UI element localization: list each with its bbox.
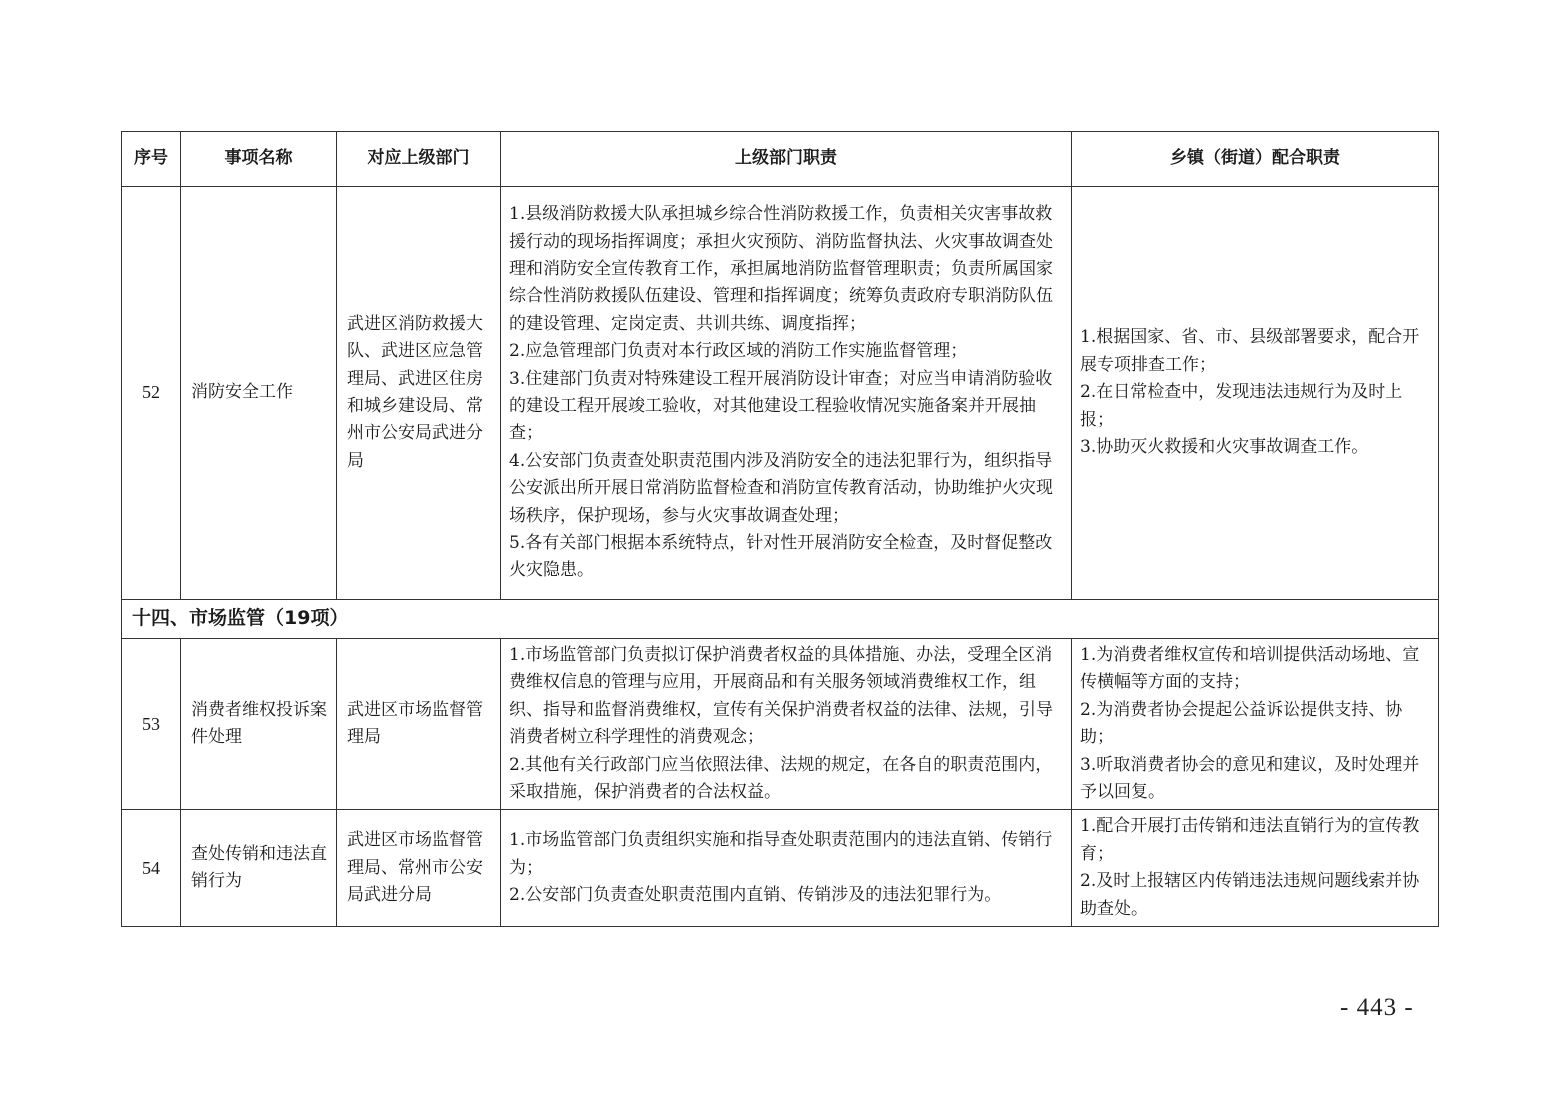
header-row	[122, 132, 1439, 187]
duty-item: 1.根据国家、省、市、县级部署要求，配合开展专项排查工作；	[1080, 327, 1420, 375]
row-no: 52	[122, 187, 181, 600]
row-dept: 武进区市场监督管理局	[337, 639, 501, 810]
row-town-duty	[1072, 187, 1439, 600]
header-dept: 对应上级部门	[337, 132, 501, 187]
row-item-name: 消费者维权投诉案件处理	[181, 639, 337, 810]
table-row	[122, 810, 1439, 927]
duty-item: 1.配合开展打击传销和违法直销行为的宣传教育；	[1080, 816, 1420, 864]
duty-item: 3.住建部门负责对特殊建设工程开展消防设计审查；对应当申请消防验收的建设工程开展竣工验收，对其他建设工程验收情况实施备案并开展抽查；	[509, 368, 1053, 444]
duty-item: 3.听取消费者协会的意见和建议，及时处理并予以回复。	[1080, 754, 1420, 803]
duty-item: 2.公安部门负责查处职责范围内直销、传销涉及的违法犯罪行为。	[509, 884, 1002, 905]
duty-item: 5.各有关部门根据本系统特点，针对性开展消防安全检查，及时督促整改火灾隐患。	[509, 533, 1053, 581]
row-town-duty	[1072, 810, 1439, 927]
row-dept: 武进区消防救援大队、武进区应急管理局、武进区住房和城乡建设局、常州市公安局武进分局	[337, 187, 501, 600]
row-item-name: 查处传销和违法直销行为	[181, 810, 337, 927]
row-upper-duty	[501, 639, 1072, 810]
row-dept: 武进区市场监督管理局、常州市公安局武进分局	[337, 810, 501, 927]
duty-item: 2.及时上报辖区内传销违法违规问题线索并协助查处。	[1080, 871, 1420, 919]
page-number: - 443 -	[1340, 994, 1414, 1021]
header-name: 事项名称	[181, 132, 337, 187]
duty-item: 2.应急管理部门负责对本行政区域的消防工作实施监督管理；	[509, 341, 968, 362]
row-upper-duty	[501, 187, 1072, 600]
row-no: 54	[122, 810, 181, 927]
table-row	[122, 187, 1439, 600]
duty-item: 3.协助灭火救援和火灾事故调查工作。	[1080, 437, 1369, 458]
duty-item: 2.在日常检查中，发现违法违规行为及时上报；	[1080, 382, 1403, 430]
duty-table	[121, 131, 1439, 927]
duty-item: 4.公安部门负责查处职责范围内涉及消防安全的违法犯罪行为，组织指导公安派出所开展日常消防监督检查和消防宣传教育活动，协助维护火灾现场秩序，保护现场，参与火灾事故调查处理；	[509, 450, 1053, 526]
header-town-duty: 乡镇（街道）配合职责	[1072, 132, 1439, 187]
header-no: 序号	[122, 132, 181, 187]
duty-item: 2.为消费者协会提起公益诉讼提供支持、协助；	[1080, 699, 1403, 748]
section-title: 十四、市场监管（19项）	[122, 600, 1439, 639]
duty-item: 1.为消费者维权宣传和培训提供活动场地、宣传横幅等方面的支持；	[1080, 645, 1420, 693]
row-no: 53	[122, 639, 181, 810]
row-town-duty	[1072, 639, 1439, 810]
duty-item: 1.市场监管部门负责拟订保护消费者权益的具体措施、办法，受理全区消费维权信息的管理与应用，开展商品和有关服务领域消费维权工作，组织、指导和监督消费维权，宣传有关保护消费者权益的法律、法规，引导消费者树立科学理性的消费观念；	[509, 645, 1053, 748]
duty-item: 1.县级消防救援大队承担城乡综合性消防救援工作，负责相关灾害事故救援行动的现场指挥调度；承担火灾预防、消防监督执法、火灾事故调查处理和消防安全宣传教育工作，承担属地消防监督管理职责；负责所属国家综合性消防救援队伍建设、管理和指挥调度；统筹负责政府专职消防队伍的建设管理、定岗定责、共训共练、调度指挥；	[509, 204, 1053, 334]
row-item-name: 消防安全工作	[181, 187, 337, 600]
header-upper-duty: 上级部门职责	[501, 132, 1072, 187]
section-row	[122, 600, 1439, 639]
table-row	[122, 639, 1439, 810]
duty-item: 2.其他有关行政部门应当依照法律、法规的规定，在各自的职责范围内，采取措施，保护消费者的合法权益。	[509, 754, 1053, 803]
duty-item: 1.市场监管部门负责组织实施和指导查处职责范围内的违法直销、传销行为；	[509, 830, 1053, 878]
row-upper-duty	[501, 810, 1072, 927]
